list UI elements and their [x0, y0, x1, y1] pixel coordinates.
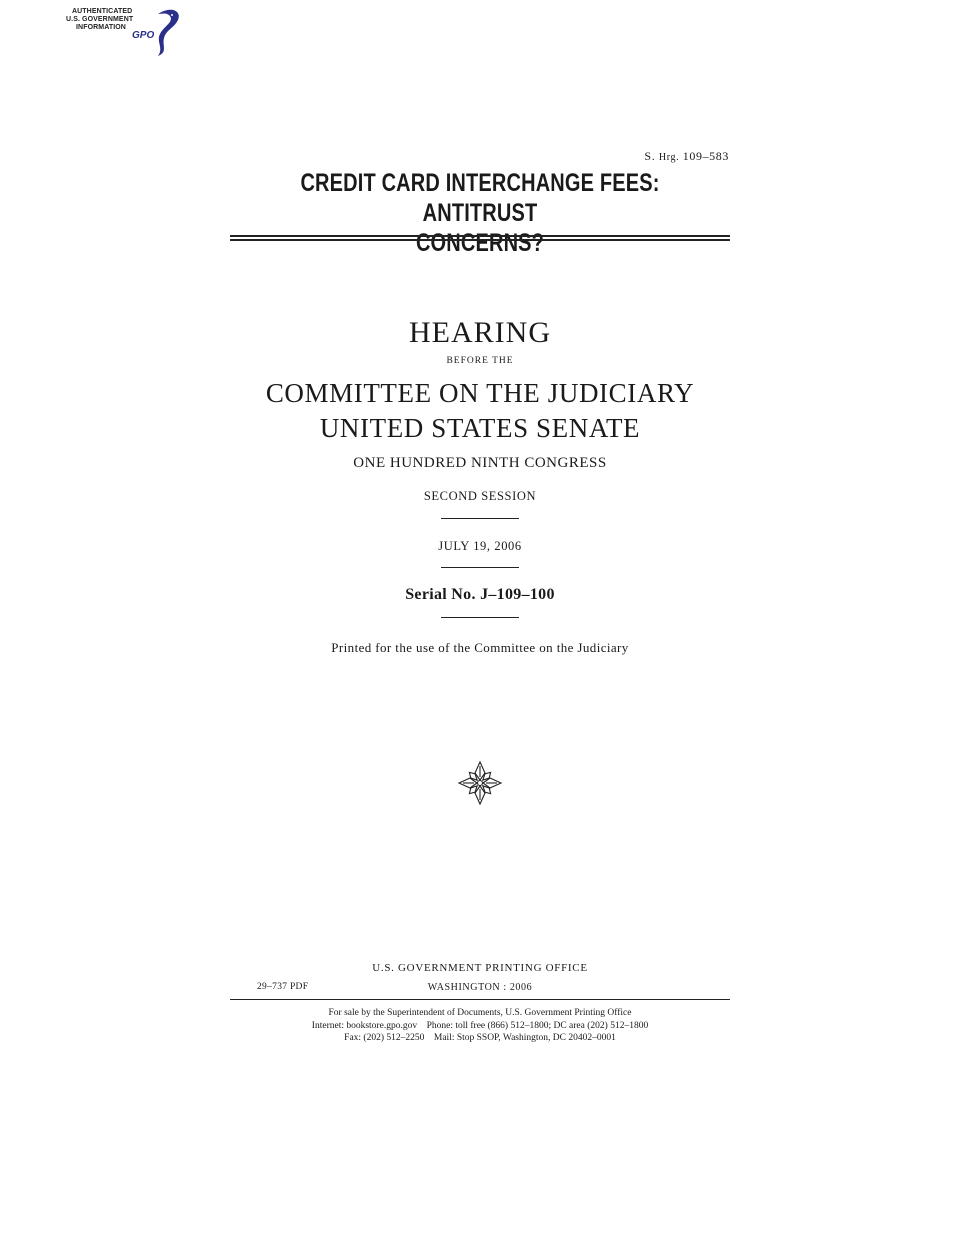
senate-name: UNITED STATES SENATE [319, 413, 641, 443]
divider-rule [441, 567, 519, 568]
hearing-date: JULY 19, 2006 [438, 539, 522, 553]
document-title [280, 168, 680, 258]
session-text: SECOND SESSION [423, 489, 537, 503]
title-double-rule [230, 235, 730, 241]
hearing-heading: HEARING [409, 316, 551, 349]
hearing-number-abbrev: Hrg. [658, 152, 680, 163]
logo-line-3: INFORMATION [76, 24, 126, 31]
washington-year: WASHINGTON : 2006 [427, 982, 533, 993]
hearing-number-value: 109–583 [679, 149, 729, 163]
before-the-text: BEFORE THE [446, 356, 514, 366]
logo-line-2: U.S. GOVERNMENT [66, 16, 134, 23]
congress-text: ONE HUNDRED NINTH CONGRESS [353, 455, 607, 471]
sale-line-2: Internet: bookstore.gpo.gov Phone: toll free (866) 512–1800; DC area (202) 512–1800 [311, 1020, 649, 1031]
hearing-number-prefix: S. [644, 149, 659, 163]
hearing-number [644, 149, 729, 164]
logo-line-1: AUTHENTICATED [72, 8, 133, 15]
logo-gpo-mark: GPO [132, 30, 155, 41]
divider-rule [441, 617, 519, 618]
printing-office-name: U.S. GOVERNMENT PRINTING OFFICE [372, 962, 588, 974]
divider-rule [441, 518, 519, 519]
footer-rule [230, 999, 730, 1000]
pdf-identifier: 29–737 PDF [257, 982, 309, 992]
title-line-1: CREDIT CARD INTERCHANGE FEES: ANTITRUST [300, 169, 660, 227]
sale-information [0, 1007, 960, 1045]
sale-line-3: Fax: (202) 512–2250 Mail: Stop SSOP, Washington, DC 20402–0001 [344, 1033, 616, 1043]
sale-line-1: For sale by the Superintendent of Documents, U.S. Government Printing Office [328, 1008, 632, 1018]
title-line-2: CONCERNS? [415, 229, 545, 257]
flower-ornament-icon [455, 758, 505, 808]
gpo-authenticated-logo [66, 4, 186, 60]
printed-for-text: Printed for the use of the Committee on the Judiciary [331, 640, 629, 655]
committee-name: COMMITTEE ON THE JUDICIARY [265, 378, 695, 408]
serial-number: Serial No. J–109–100 [405, 586, 555, 603]
